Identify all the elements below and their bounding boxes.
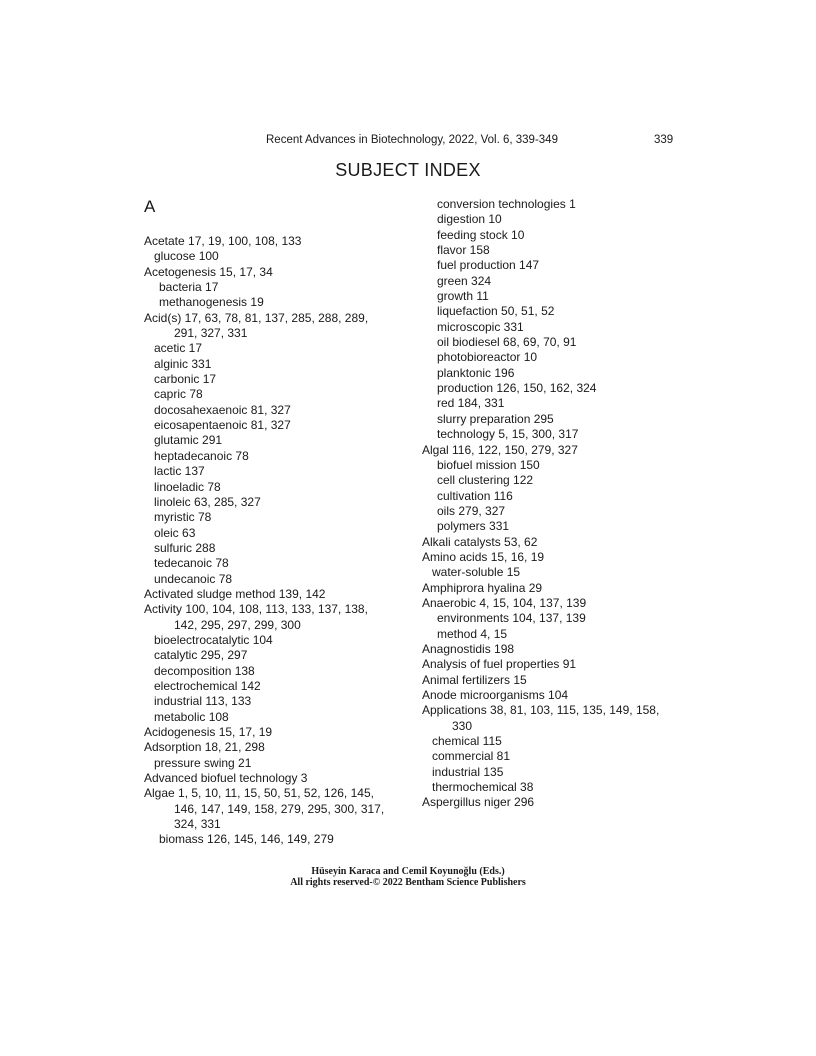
index-entry: Amphiprora hyalina 29 xyxy=(422,580,543,595)
index-subentry: digestion 10 xyxy=(437,212,502,227)
index-entry: Acid(s) 17, 63, 78, 81, 137, 285, 288, 289, xyxy=(144,310,369,325)
index-subentry: eicosapentaenoic 81, 327 xyxy=(154,418,291,433)
index-subentry: glucose 100 xyxy=(154,249,219,264)
index-subentry: environments 104, 137, 139 xyxy=(437,611,586,626)
index-entry-continuation: 146, 147, 149, 158, 279, 295, 300, 317, xyxy=(174,801,385,816)
index-subentry: planktonic 196 xyxy=(437,365,515,380)
index-entry: Applications 38, 81, 103, 115, 135, 149, 158, xyxy=(422,703,660,718)
index-entry: Anaerobic 4, 15, 104, 137, 139 xyxy=(422,595,587,610)
index-subentry: flavor 158 xyxy=(437,243,490,258)
index-subentry: technology 5, 15, 300, 317 xyxy=(437,427,579,442)
index-subentry: microscopic 331 xyxy=(437,319,524,334)
index-subentry: glutamic 291 xyxy=(154,433,223,448)
index-subentry: water-soluble 15 xyxy=(432,565,521,580)
index-subentry: conversion technologies 1 xyxy=(437,197,576,211)
footer-editors: Hüseyin Karaca and Cemil Koyunoğlu (Eds.) xyxy=(311,866,505,877)
index-subentry: slurry preparation 295 xyxy=(437,411,554,426)
footer-copyright: All rights reserved-© 2022 Bentham Science Publishers xyxy=(290,877,526,888)
index-subentry: bacteria 17 xyxy=(159,280,219,295)
index-subentry: fuel production 147 xyxy=(437,258,540,273)
index-column-left xyxy=(144,234,414,848)
index-entry: Alkali catalysts 53, 62 xyxy=(422,534,538,549)
index-subentry: electrochemical 142 xyxy=(154,678,261,693)
section-letter: A xyxy=(144,197,156,216)
page-number: 339 xyxy=(654,134,674,146)
index-subentry: oils 279, 327 xyxy=(437,503,506,518)
index-subentry: metabolic 108 xyxy=(154,709,229,724)
index-subentry: linoleic 63, 285, 327 xyxy=(154,494,261,509)
index-subentry: carbonic 17 xyxy=(154,372,217,387)
index-subentry: oil biodiesel 68, 69, 70, 91 xyxy=(437,335,577,350)
index-entry: Anode microorganisms 104 xyxy=(422,688,569,702)
index-subentry: capric 78 xyxy=(154,387,203,402)
index-entry: Anagnostidis 198 xyxy=(422,641,515,656)
index-subentry: myristic 78 xyxy=(154,510,212,525)
index-subentry: bioelectrocatalytic 104 xyxy=(154,632,273,647)
index-subentry: industrial 113, 133 xyxy=(154,694,252,709)
index-subentry: biofuel mission 150 xyxy=(437,457,540,472)
index-entry: Algae 1, 5, 10, 11, 15, 50, 51, 52, 126, 145, xyxy=(144,786,374,801)
index-entry: Algal 116, 122, 150, 279, 327 xyxy=(422,442,578,457)
running-header: Recent Advances in Biotechnology, 2022, Vol. 6, 339-349 xyxy=(266,134,558,146)
index-entry-continuation: 330 xyxy=(452,718,473,733)
index-subentry: catalytic 295, 297 xyxy=(154,648,248,663)
index-entry: Advanced biofuel technology 3 xyxy=(144,771,308,786)
index-subentry: industrial 135 xyxy=(432,764,504,779)
index-subentry: cell clustering 122 xyxy=(437,473,534,488)
index-subentry: feeding stock 10 xyxy=(437,227,525,242)
index-subentry: acetic 17 xyxy=(154,341,203,356)
index-subentry: biomass 126, 145, 146, 149, 279 xyxy=(159,832,334,847)
index-subentry: commercial 81 xyxy=(432,749,511,764)
index-subentry: red 184, 331 xyxy=(437,396,505,411)
index-entry: Animal fertilizers 15 xyxy=(422,672,527,687)
index-subentry: linoeladic 78 xyxy=(154,479,221,494)
index-entry: Acidogenesis 15, 17, 19 xyxy=(144,725,273,739)
index-subentry: tedecanoic 78 xyxy=(154,556,229,571)
index-subentry: lactic 137 xyxy=(154,464,205,479)
index-subentry: method 4, 15 xyxy=(437,626,508,641)
index-subentry: production 126, 150, 162, 324 xyxy=(437,381,597,396)
index-entry: Amino acids 15, 16, 19 xyxy=(422,549,545,564)
index-subentry: polymers 331 xyxy=(437,519,510,534)
index-subentry: cultivation 116 xyxy=(437,488,513,503)
index-subentry: photobioreactor 10 xyxy=(437,350,538,365)
index-entry-continuation: 324, 331 xyxy=(174,817,221,832)
index-subentry: alginic 331 xyxy=(154,356,212,371)
index-entry: Acetate 17, 19, 100, 108, 133 xyxy=(144,234,302,248)
index-subentry: green 324 xyxy=(437,273,492,288)
index-entry: Activity 100, 104, 108, 113, 133, 137, 138, xyxy=(144,602,368,617)
index-entry: Analysis of fuel properties 91 xyxy=(422,657,577,672)
index-subentry: oleic 63 xyxy=(154,525,196,540)
index-subentry: undecanoic 78 xyxy=(154,571,233,586)
index-subentry: methanogenesis 19 xyxy=(159,295,264,310)
page-title: SUBJECT INDEX xyxy=(335,160,481,180)
index-subentry: sulfuric 288 xyxy=(154,540,216,555)
index-subentry: heptadecanoic 78 xyxy=(154,448,249,463)
index-entry: Aspergillus niger 296 xyxy=(422,795,535,810)
index-subentry: thermochemical 38 xyxy=(432,780,534,795)
index-subentry: chemical 115 xyxy=(432,734,502,749)
index-subentry: decomposition 138 xyxy=(154,663,255,678)
index-subentry: docosahexaenoic 81, 327 xyxy=(154,402,291,417)
index-entry-continuation: 291, 327, 331 xyxy=(174,326,248,341)
index-entry-continuation: 142, 295, 297, 299, 300 xyxy=(174,617,301,632)
index-entry: Adsorption 18, 21, 298 xyxy=(144,740,265,755)
index-entry: Activated sludge method 139, 142 xyxy=(144,586,326,601)
index-subentry: pressure swing 21 xyxy=(154,755,252,770)
index-entry: Acetogenesis 15, 17, 34 xyxy=(144,264,273,279)
index-subentry: growth 11 xyxy=(437,289,489,304)
index-subentry: liquefaction 50, 51, 52 xyxy=(437,304,555,319)
index-column-right xyxy=(422,197,692,811)
